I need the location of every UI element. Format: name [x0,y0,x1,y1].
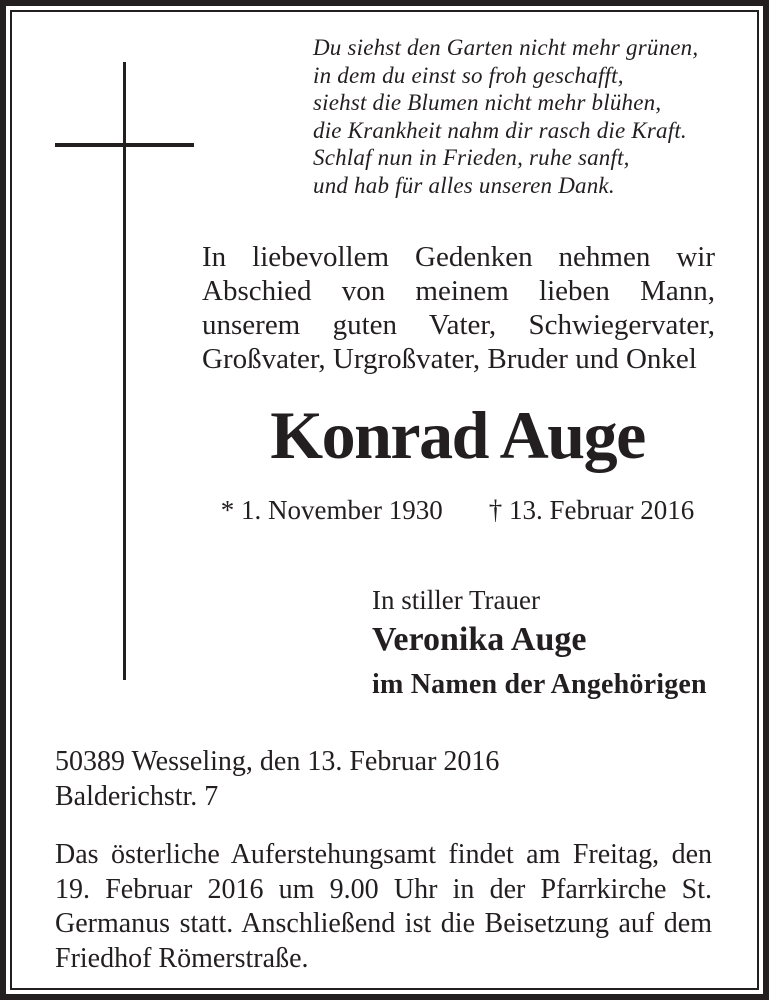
city-date-line: 50389 Wesseling, den 13. Februar 2016 [55,746,500,777]
street-line: Balderichstr. 7 [55,781,219,812]
poem-line: siehst die Blumen nicht mehr blühen, [313,90,662,116]
mourning-phrase: In stiller Trauer [372,585,540,615]
life-dates [200,494,715,526]
poem-line: in dem du einst so froh geschafft, [313,62,624,88]
poem-line: Du siehst den Garten nicht mehr grünen, [313,35,699,60]
memorial-poem [313,34,733,200]
birth-date: * 1. November 1930 [220,495,443,525]
cross-horizontal-bar [55,143,194,147]
memorial-intro-paragraph: In liebevollem Gedenken nehmen wir Abschied von meinem lieben Mann, unserem guten Vater, Schwiegervater, Großvater, Urgroßvater, Bruder und Onkel [202,241,715,375]
poem-line: und hab für alles unseren Dank. [313,172,615,198]
cross-vertical-bar [123,62,126,680]
deceased-name: Konrad Auge [270,397,645,473]
mourner-on-behalf: im Namen der Angehörigen [372,669,707,700]
poem-line: Schlaf nun in Frieden, ruhe sanft, [313,145,630,171]
mourner-name: Veronika Auge [372,621,587,658]
mourners-block [372,584,717,701]
funeral-service-paragraph: Das österliche Auferstehungsamt findet am Freitag, den 19. Februar 2016 um 9.00 Uhr in der Pfarrkirche St. Germanus statt. Anschließend ist die Beisetzung auf dem Friedhof Römerstraße. [55,839,712,974]
death-date: † 13. Februar 2016 [488,495,695,525]
poem-line: die Krankheit nahm dir rasch die Kraft. [313,117,687,143]
address-block [55,744,655,814]
